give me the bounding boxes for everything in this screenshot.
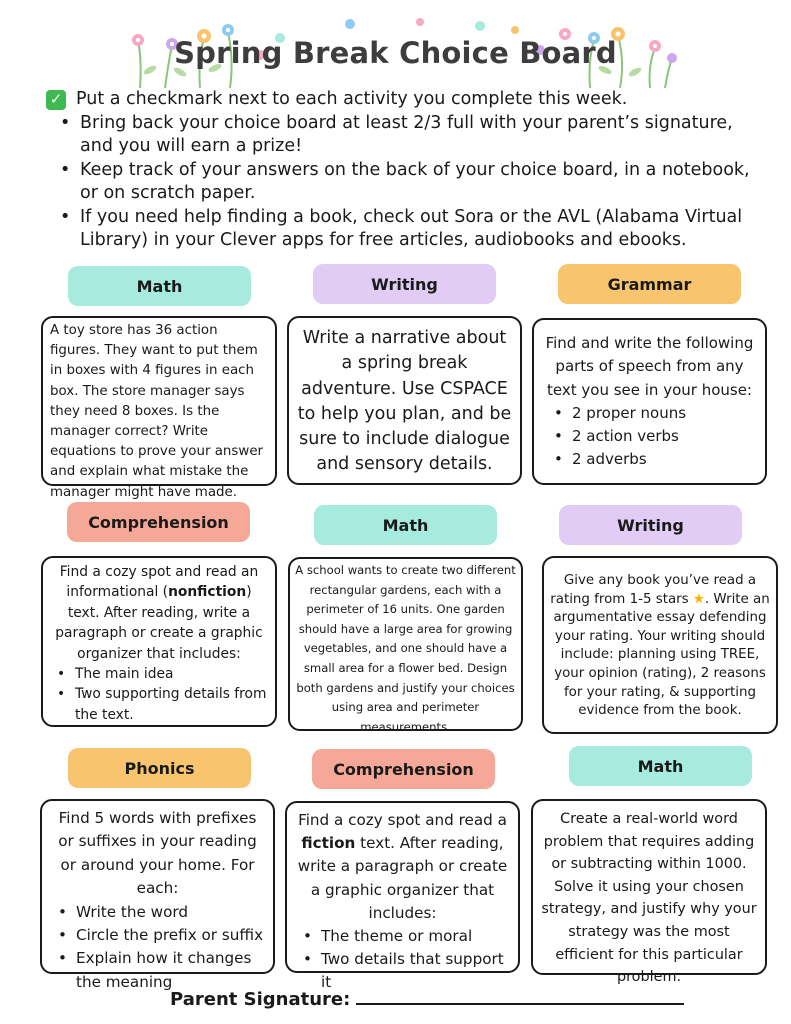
row3-col3-box [531,799,767,986]
row3-col2-label: Comprehension [312,749,495,789]
activity-list [542,402,757,472]
row2-col3-box [542,556,778,734]
list-item: • 2 action verbs [572,425,757,448]
list-item: • The main idea [75,664,269,684]
list-item: • Explain how it changes the meaning [76,947,265,994]
list-item: • Two details that support it [321,948,512,994]
row2-col1-label: Comprehension [67,502,250,542]
activity-text: Write a narrative about a spring break adventure. Use CSPACE to help you plan, and be sure to include dialogue and sensory details. [297,328,512,475]
row2-col2-box [288,557,523,734]
activity-text: Find and write the following parts of speech from any text you see in your house: [545,334,754,399]
row3-col1-box [40,799,275,991]
list-item: • Write the word [76,901,265,924]
list-item: • Two supporting details from the text. [75,684,269,725]
activity-text: Give any book you’ve read a rating from 1-5 stars ★. Write an argumentative essay defending your rating. Your writing should include: planning using TREE, your opinion (rating), 2 reasons for your rating, & supporting evidence from the book. [550,573,770,719]
list-item: • The theme or moral [321,925,512,948]
emphasis-text: nonfiction [168,584,247,601]
star-icon: ★ [692,591,705,607]
row3-col3-label: Math [569,746,752,786]
activity-text: A toy store has 36 action figures. They want to put them in boxes with 4 figures in each box. The store manager says they need 8 boxes. Is the manager correct? Write equations to prove your answer and explain what mistake the manager might have made. [50,323,264,500]
activity-list [50,901,265,995]
row2-col3-label: Writing [559,505,742,545]
row1-col3-label: Grammar [558,264,741,304]
activity-list [49,664,269,725]
activity-text: Find 5 words with prefixes or suffixes in your reading or around your home. For each: [58,809,257,898]
activity-text: A school wants to create two different rectangular gardens, each with a perimeter of 16 units. One garden should have a large area for growing vegetables, and one should have a small area for a flower bed. Design both gardens and justify your choices using area and perimeter measurements. [295,563,516,734]
row1-col2-box [287,316,522,485]
instruction-item: • If you need help finding a book, check out Sora or the AVL (Alabama Virtual Library) in your Clever apps for free articles, audiobooks and ebooks. [80,206,766,253]
instruction-item: • Bring back your choice board at least 2/3 full with your parent’s signature, and you will earn a prize! [80,112,766,159]
list-item: • 2 proper nouns [572,402,757,425]
row1-col1-label: Math [68,266,251,306]
list-item: • 2 adverbs [572,448,757,471]
checkmark-instruction [46,88,766,112]
activity-text: Create a real-world word problem that requires adding or subtracting within 1000. Solve it using your chosen strategy, and justify why your strategy was the most efficient for this particular problem. [541,811,757,986]
emphasis-text: fiction [301,834,356,853]
row1-col1-box [41,316,277,500]
activity-text: Find a cozy spot and read an informational (nonfiction) text. After reading, write a paragraph or create a graphic organizer that includes: [55,564,263,662]
row1-col3-box [532,318,767,485]
instruction-item: • Keep track of your answers on the back of your choice board, in a notebook, or on scratch paper. [80,159,766,206]
signature-label: Parent Signature: [170,989,351,1010]
instruction-list [46,112,766,253]
page-title: Spring Break Choice Board [174,36,617,70]
signature-line[interactable] [356,985,684,1005]
parent-signature [170,985,684,1010]
row2-col2-label: Math [314,505,497,545]
check-icon: ✓ [46,90,66,110]
row3-col2-box [285,801,520,992]
checkmark-instruction-text: Put a checkmark next to each activity you complete this week. [76,89,628,109]
row2-col1-box [41,556,277,727]
row3-col1-label: Phonics [68,748,251,788]
instructions [46,88,766,253]
row1-col2-label: Writing [313,264,496,304]
list-item: • Circle the prefix or suffix [76,924,265,947]
activity-text: Find a cozy spot and read a fiction text. After reading, write a paragraph or create a graphic organizer that includes: [297,811,508,922]
